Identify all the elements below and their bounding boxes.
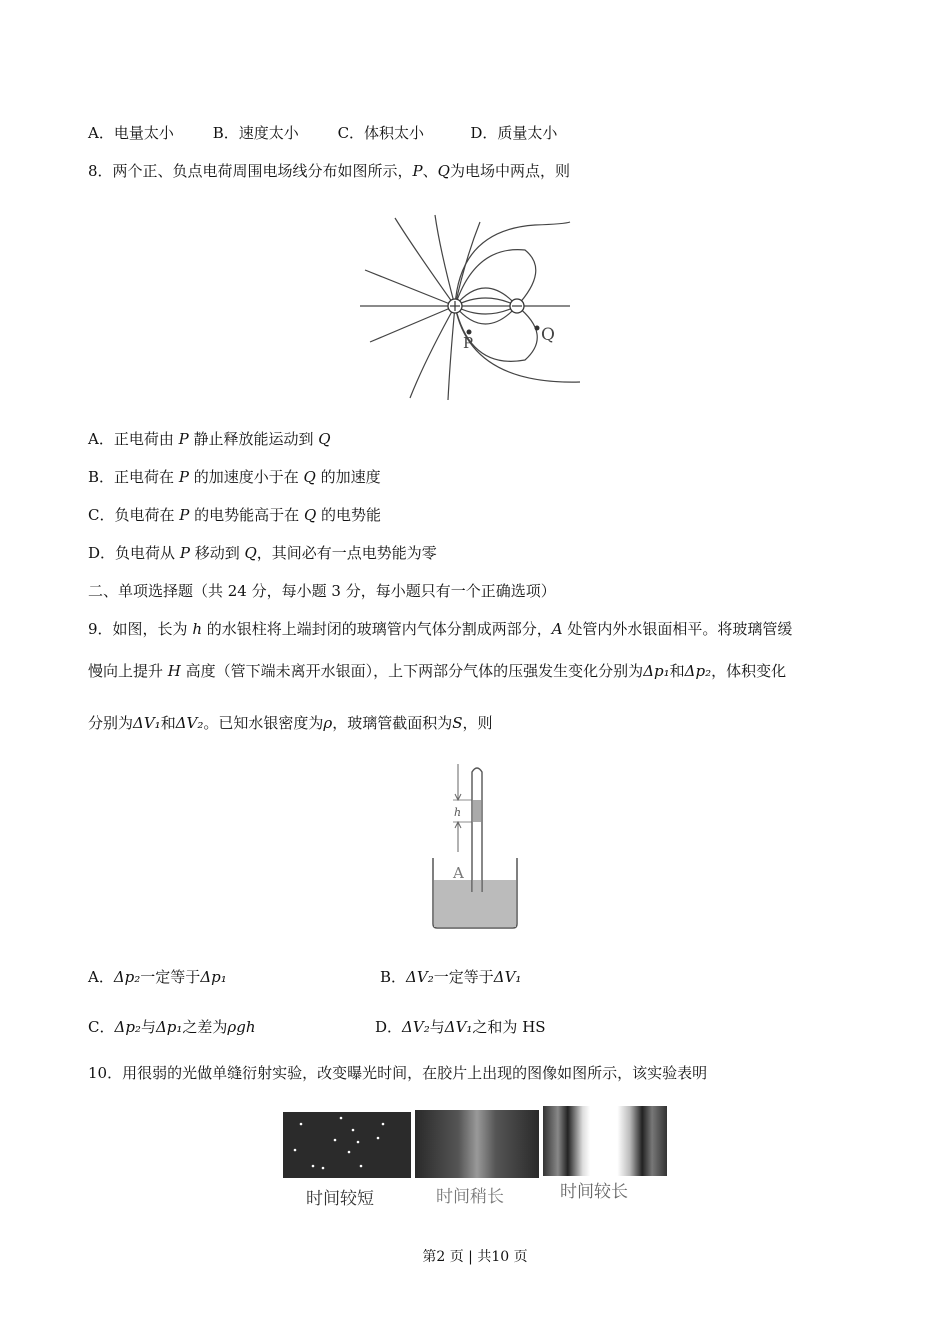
section-heading: 二、单项选择题（共 24 分，每小题 3 分，每小题只有一个正确选项） xyxy=(88,582,556,600)
q9-stem-line3: 分别为ΔV₁和ΔV₂。已知水银密度为ρ，玻璃管截面积为S，则 xyxy=(88,714,493,732)
q9-option-a: A．Δp₂一定等于Δp₁ xyxy=(88,968,227,986)
q7-option-c: C．体积太小 xyxy=(337,124,425,142)
q9-option-c: C．Δp₂与Δp₁之差为ρgh xyxy=(88,1018,256,1036)
q8-option-b: B．正电荷在 P 的加速度小于在 Q 的加速度 xyxy=(88,468,381,486)
q8-option-d: D．负电荷从 P 移动到 Q，其间必有一点电势能为零 xyxy=(88,544,437,562)
mercury-column xyxy=(473,800,481,822)
caption-medium: 时间稍长 xyxy=(436,1187,504,1207)
q7-option-b: B．速度太小 xyxy=(212,124,299,142)
h-label: h xyxy=(454,806,462,819)
film-short xyxy=(283,1112,411,1178)
point-q-marker xyxy=(535,326,540,331)
film-medium xyxy=(415,1110,539,1178)
q9-stem-line2: 慢向上提升 H 高度（管下端未离开水银面），上下两部分气体的压强发生变化分别为Δp₁和Δp₂，体积变化 xyxy=(88,662,787,680)
q8-stem: 8．两个正、负点电荷周围电场线分布如图所示，P、Q为电场中两点，则 xyxy=(88,162,570,180)
mercury-tube-figure xyxy=(425,760,535,932)
q8-option-a: A．正电荷由 P 静止释放能运动到 Q xyxy=(88,430,331,448)
point-q-label: Q xyxy=(541,325,555,345)
q9-option-b: B．ΔV₂一定等于ΔV₁ xyxy=(380,968,522,986)
q7-option-d: D．质量太小 xyxy=(470,124,558,142)
q7-option-a: A．电量太小 xyxy=(88,124,174,142)
caption-long: 时间较长 xyxy=(560,1182,628,1202)
q10-stem: 10．用很弱的光做单缝衍射实验，改变曝光时间，在胶片上出现的图像如图所示，该实验表明 xyxy=(88,1064,708,1082)
q8-option-c: C．负电荷在 P 的电势能高于在 Q 的电势能 xyxy=(88,506,382,524)
electric-field-figure xyxy=(355,210,585,402)
diffraction-films-figure xyxy=(283,1104,668,1184)
caption-short: 时间较短 xyxy=(306,1189,374,1209)
q9-option-d: D．ΔV₂与ΔV₁之和为 HS xyxy=(375,1018,546,1036)
q9-stem-line1: 9．如图，长为 h 的水银柱将上端封闭的玻璃管内气体分割成两部分，A 处管内外水银面相平。将玻璃管缓 xyxy=(88,620,793,638)
page-footer: 第2 页 | 共10 页 xyxy=(422,1249,528,1265)
q7-options xyxy=(88,122,557,143)
film-long xyxy=(543,1106,667,1176)
a-label: A xyxy=(453,864,464,882)
point-p-label: P xyxy=(463,334,474,352)
